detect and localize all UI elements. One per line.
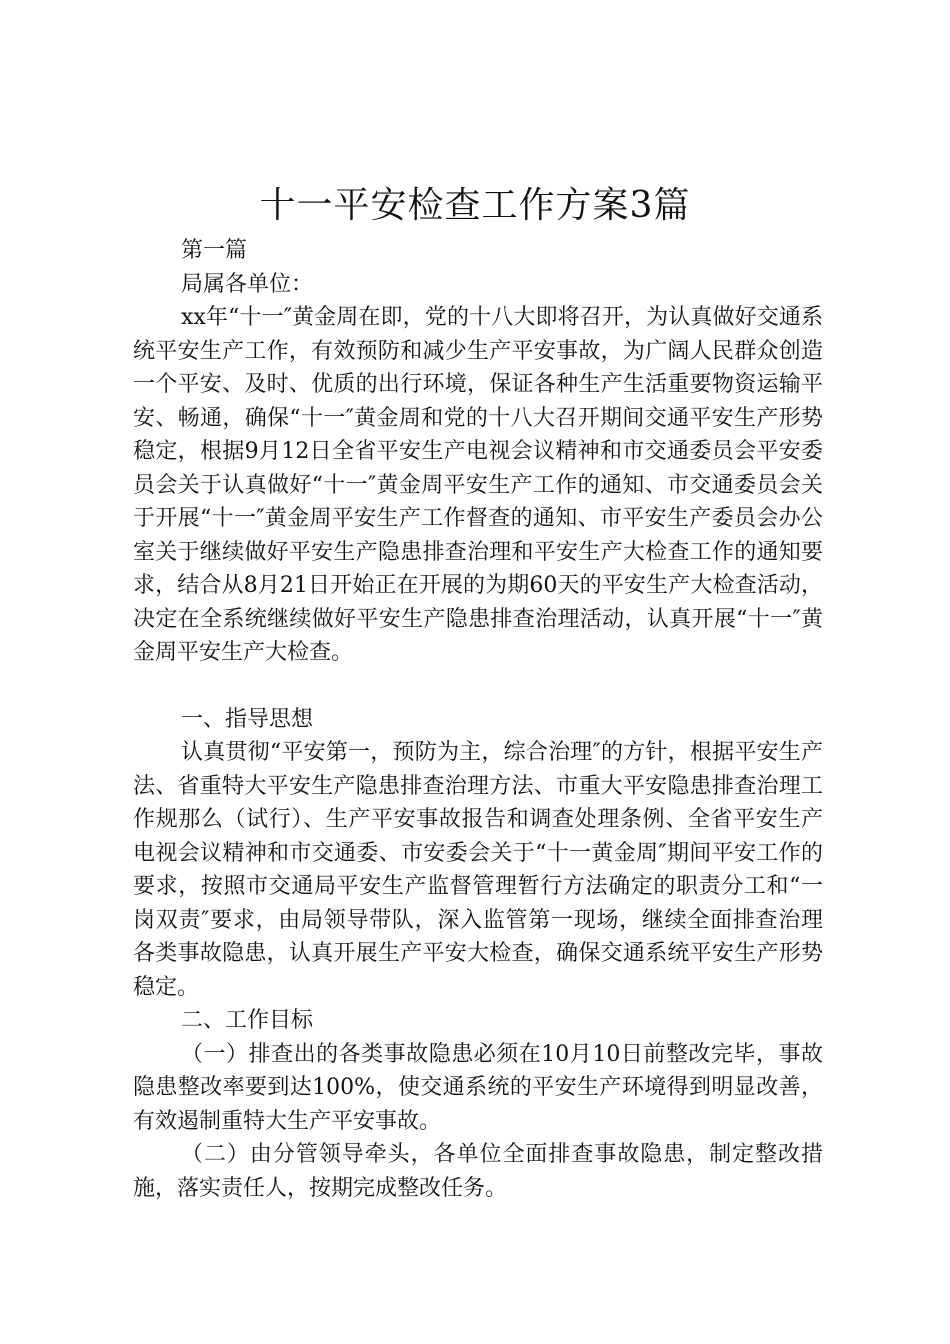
document-title: 十一平安检查工作方案3篇	[259, 185, 691, 226]
guiding-thought-paragraph: 认真贯彻“平安第一，预防为主，综合治理″的方针，根据平安生产法、省重特大平安生产隐患排查治理方法、市重大平安隐患排查治理工作规那么（试行）、生产平安事故报告和调查处理条例、全省平安生产电视会议精神和市交通委、市安委会关于“十一黄金周″期间平安工作的要求，按照市交通局平安生产监督管理暂行方法确定的职责分工和“一岗双责″要求，由局领导带队，深入监管第一现场，继续全面排查治理各类事故隐患，认真开展生产平安大检查，确保交通系统平安生产形势稳定。	[133, 740, 823, 1000]
section-label: 第一篇	[181, 238, 248, 263]
intro-paragraph: xx年“十一″黄金周在即，党的十八大即将召开，为认真做好交通系统平安生产工作，有效预防和减少生产平安事故，为广阔人民群众创造一个平安、及时、优质的出行环境，保证各种生产生活重要物资运输平安、畅通，确保“十一″黄金周和党的十八大召开期间交通平安生产形势稳定，根据9月12日全省平安生产电视会议精神和市交通委员会平安委员会关于认真做好“十一″黄金周平安生产工作的通知、市交通委员会关于开展“十一″黄金周平安生产工作督查的通知、市平安生产委员会办公室关于继续做好平安生产隐患排查治理和平安生产大检查工作的通知要求，结合从8月21日开始正在开展的为期60天的平安生产大检查活动，决定在全系统继续做好平安生产隐患排查治理活动，认真开展“十一″黄金周平安生产大检查。	[133, 305, 823, 665]
document-body	[133, 234, 823, 1205]
goal-item-1: （一）排查出的各类事故隐患必须在10月10日前整改完毕，事故隐患整改率要到达100%，使交通系统的平安生产环境得到明显改善，有效遏制重特大生产平安事故。	[133, 1041, 823, 1134]
heading-guiding-thought: 一、指导思想	[181, 706, 314, 732]
heading-work-goals: 二、工作目标	[181, 1008, 314, 1033]
salutation: 局属各单位：	[181, 271, 314, 297]
goal-item-2: （二）由分管领导牵头，各单位全面排查事故隐患，制定整改措施，落实责任人，按期完成整改任务。	[133, 1142, 823, 1201]
